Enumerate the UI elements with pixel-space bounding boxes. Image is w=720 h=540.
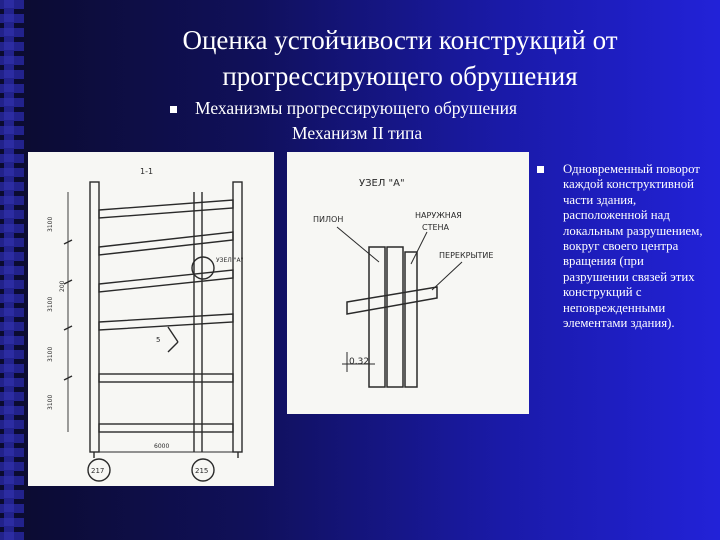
dim-width: 6000 [154,443,170,450]
section-drawing-svg [28,152,274,486]
dim-height-2: 3100 [47,296,54,312]
slab-label: ПЕРЕКРЫТИЕ [439,251,494,260]
node-detail-drawing [287,152,529,414]
slide-title: Оценка устойчивости конструкций от прогрессирующего обрушения [182,25,618,91]
dim-label: 0.32 [349,357,370,367]
wall-label-line2: СТЕНА [422,223,450,232]
section-label: 1-1 [140,167,154,176]
wall-label-line1: НАРУЖНАЯ [415,211,462,220]
mechanism-description: Одновременный поворот каждой конструктивной части здания, расположенной над локальным разрушением, вокруг своего центра вращения (при разрушении связей этих конструкций с неповрежденными элементами здания). [563,162,703,331]
axis-left-label: 217 [91,467,105,475]
decorative-strip [0,0,24,540]
slide-subtitle: Механизмы прогрессирующего обрушения [195,98,518,118]
node-label-right: УЗЕЛ "А" [359,178,405,189]
bullet-icon [537,166,544,173]
node-detail-svg [287,152,529,414]
dim-small: 200 [59,280,66,292]
section-drawing [28,152,274,486]
dim-height-4: 3100 [47,394,54,410]
dim-height-1: 3100 [47,216,54,232]
dim-height-3: 3100 [47,346,54,362]
mechanism-label: Механизм II типа [292,123,423,143]
bullet-icon [170,106,177,113]
node-label-left: УЗЕЛ "А" [216,257,244,264]
axis-right-label: 215 [195,467,209,475]
pylon-label: ПИЛОН [313,215,344,224]
mark-5: 5 [156,336,161,344]
